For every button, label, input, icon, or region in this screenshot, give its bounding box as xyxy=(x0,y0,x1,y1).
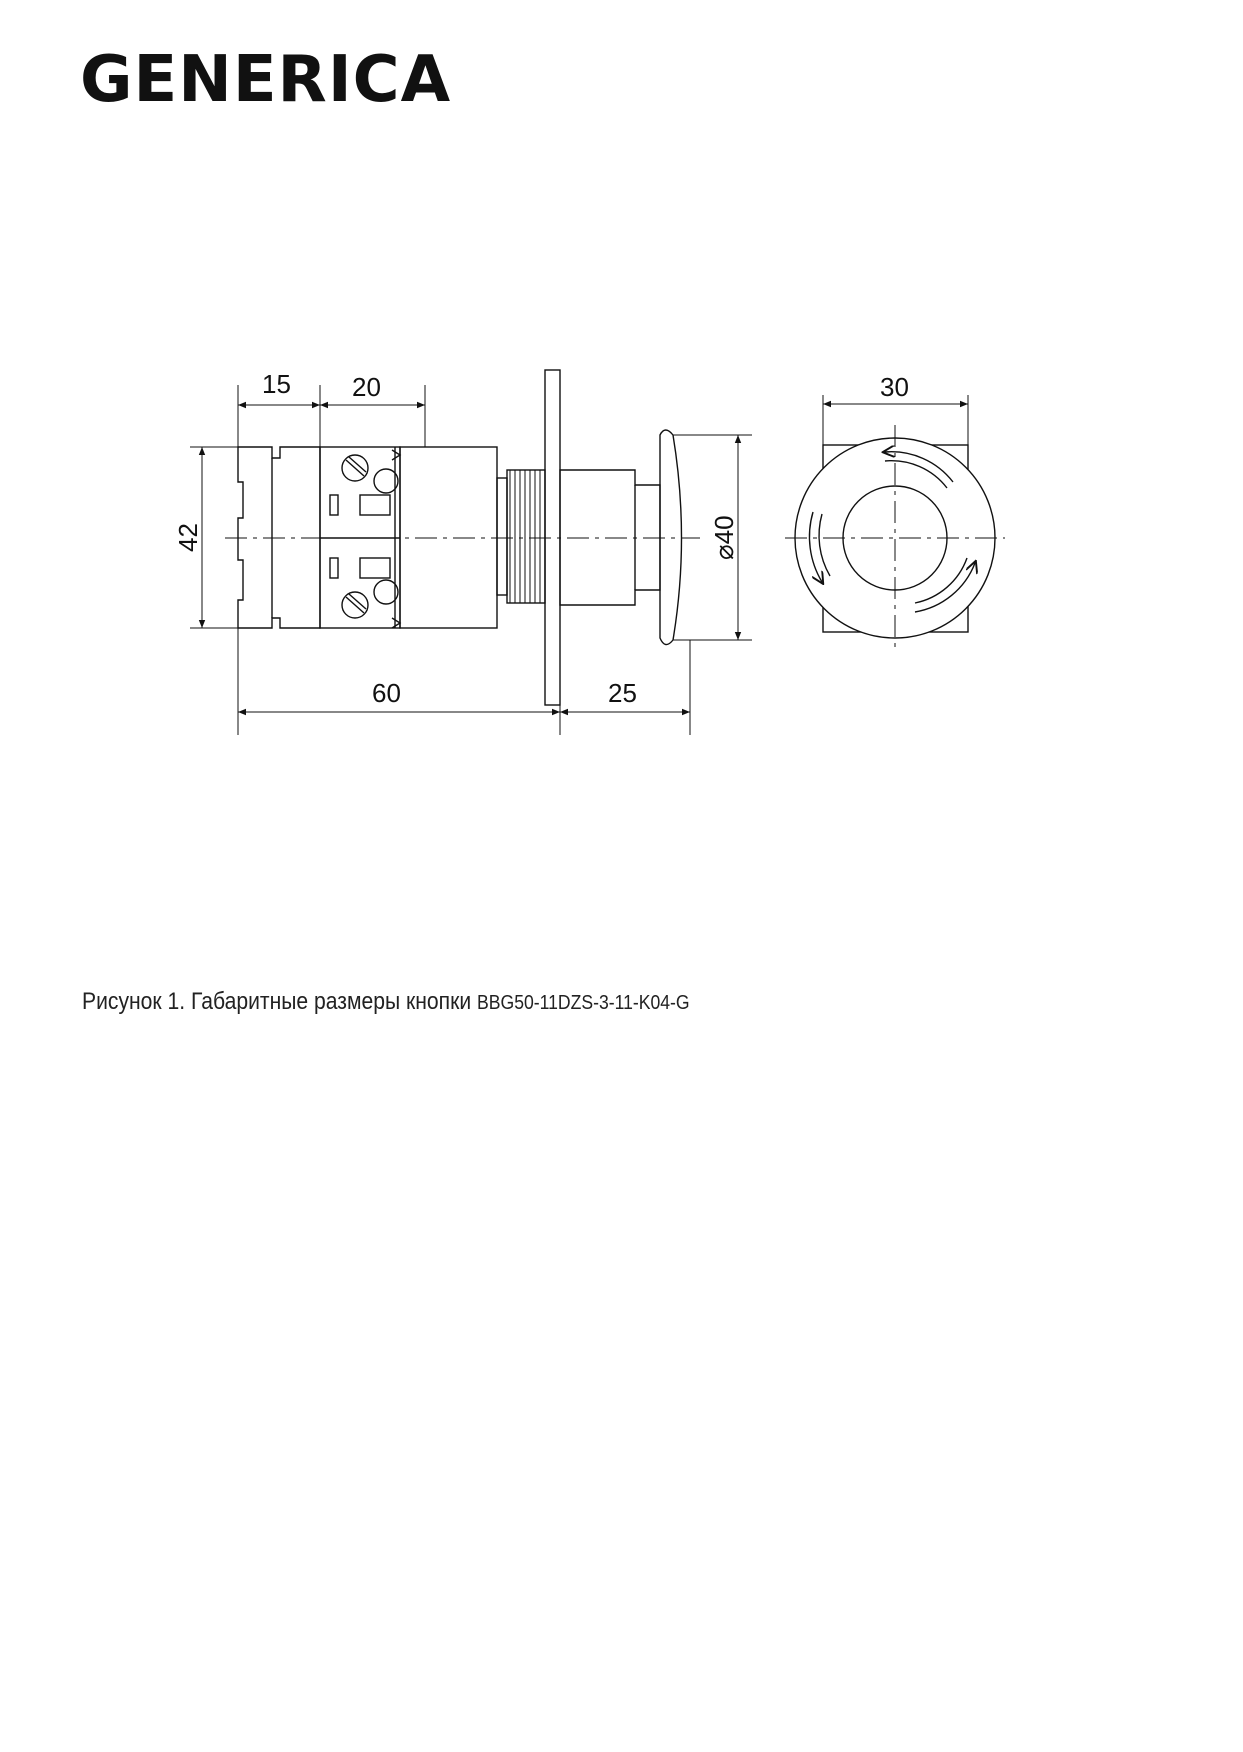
dim-label-60: 60 xyxy=(372,678,401,708)
terminal-screw-bottom xyxy=(342,580,398,618)
figure-caption xyxy=(82,988,690,1016)
dim-label-42: 42 xyxy=(173,523,203,552)
caption-text: Рисунок 1. Габаритные размеры кнопки xyxy=(82,988,472,1015)
brand-logo: GENERICA xyxy=(80,43,452,117)
dim-label-diameter-40: ⌀40 xyxy=(709,515,739,560)
caption-model: BBG50-11DZS-3-11-K04-G xyxy=(477,992,690,1014)
locking-nut xyxy=(507,470,545,603)
dim-label-25: 25 xyxy=(608,678,637,708)
dim-label-30: 30 xyxy=(880,372,909,402)
mushroom-head xyxy=(660,430,682,645)
dim-label-15: 15 xyxy=(262,369,291,399)
dim-label-20: 20 xyxy=(352,372,381,402)
terminal-screw-top xyxy=(342,455,398,493)
